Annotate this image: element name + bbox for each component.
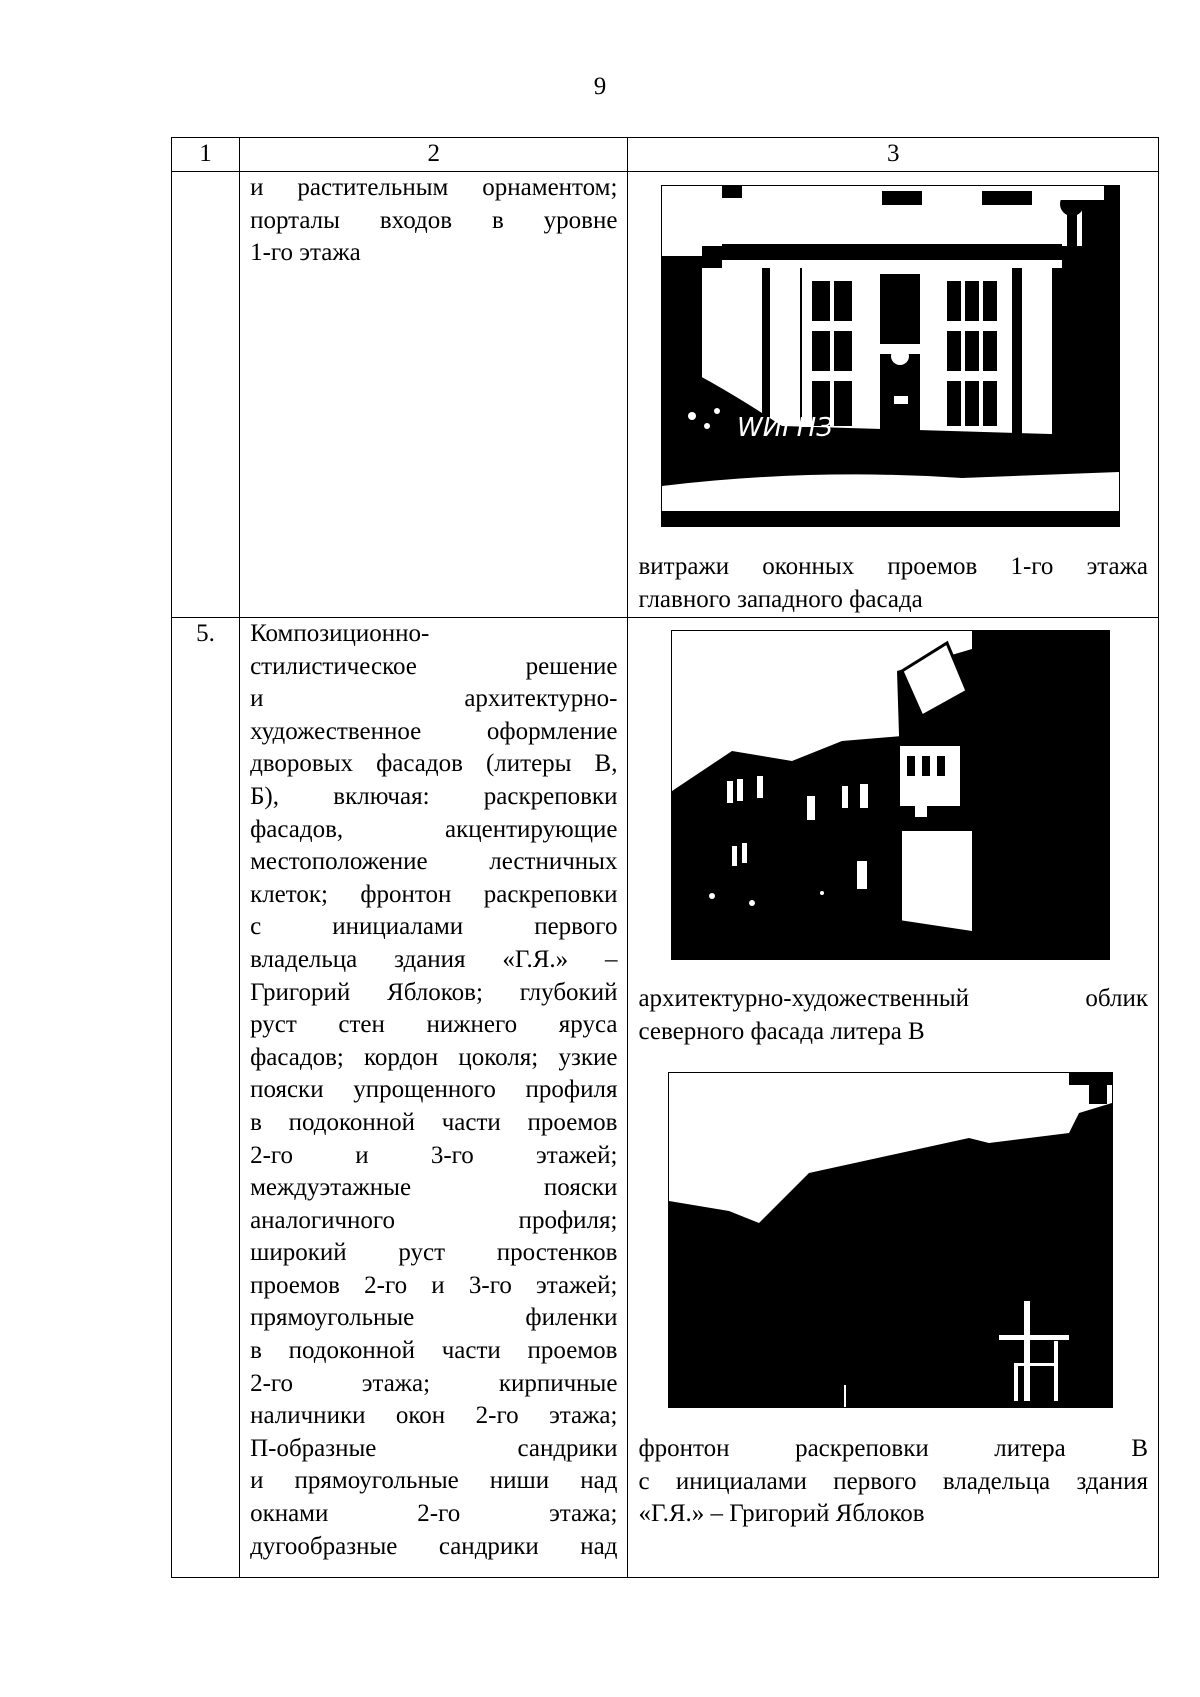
caption-line: северного фасада литера В xyxy=(638,1017,925,1045)
monument-features-table xyxy=(171,137,1159,1578)
caption-line: архитектурно-художественный облик xyxy=(638,985,1148,1012)
description-line: 1-го этажа xyxy=(250,239,361,267)
description-line: местоположение лестничных xyxy=(250,848,618,876)
caption-line: витражи оконных проемов 1-го этажа xyxy=(638,553,1148,580)
header-col-1: 1 xyxy=(172,138,240,172)
description-line: Григорий Яблоков; глубокий xyxy=(250,978,618,1006)
photo-north-facade xyxy=(671,630,1110,960)
description-line: клеток; фронтон раскреповки xyxy=(250,880,618,908)
description-line: фасадов, акцентирующие xyxy=(250,815,618,843)
description-line: порталы входов в уровне xyxy=(250,206,618,234)
photo-pediment-graphic xyxy=(669,1073,1112,1407)
caption-line: «Г.Я.» – Григорий Яблоков xyxy=(638,1500,925,1528)
table-row xyxy=(172,618,1159,1578)
description-line: окнами 2-го этажа; xyxy=(250,1500,618,1528)
description-line: дворовых фасадов (литеры В, xyxy=(250,750,618,778)
photo-pediment-initials xyxy=(668,1072,1113,1408)
description-line: широкий руст простенков xyxy=(250,1239,618,1267)
description-line: и архитектурно- xyxy=(250,685,618,713)
caption-line: главного западного фасада xyxy=(638,585,923,613)
photo-facade-graphic xyxy=(662,186,1119,526)
description-line: 2-го и 3-го этажей; xyxy=(250,1141,618,1169)
description-line: пояски упрощенного профиля xyxy=(250,1076,618,1104)
description-line: междуэтажные пояски xyxy=(250,1174,618,1202)
caption-line: фронтон раскреповки литера В xyxy=(638,1435,1148,1463)
description-line: владельца здания «Г.Я.» – xyxy=(250,945,618,973)
description-line: в подоконной части проемов xyxy=(250,1337,618,1365)
description-line: Б), включая: раскреповки xyxy=(250,782,618,810)
description-line: аналогичного профиля; xyxy=(250,1206,618,1234)
row-number: 5. xyxy=(172,618,240,1578)
description-line: наличники окон 2-го этажа; xyxy=(250,1402,618,1430)
description-line: фасадов; кордон цоколя; узкие xyxy=(250,1043,618,1071)
table-row xyxy=(172,172,1159,618)
table-header-row xyxy=(172,138,1159,172)
description-line: П-образные сандрики xyxy=(250,1434,618,1462)
row-description xyxy=(240,172,628,618)
photo-stained-glass-windows xyxy=(661,185,1120,527)
row-illustrations xyxy=(628,172,1159,618)
page-number: 9 xyxy=(593,73,607,100)
description-line: проемов 2-го и 3-го этажей; xyxy=(250,1271,618,1299)
description-line: прямоугольные филенки xyxy=(250,1304,618,1332)
description-line: в подоконной части проемов xyxy=(250,1108,618,1136)
row-illustrations xyxy=(628,618,1159,1578)
header-col-2: 2 xyxy=(240,138,628,172)
description-line: стилистическое решение xyxy=(250,652,618,680)
description-line: Композиционно- xyxy=(250,620,430,647)
description-line: художественное оформление xyxy=(250,717,618,745)
description-line: руст стен нижнего яруса xyxy=(250,1011,618,1039)
description-line: 2-го этажа; кирпичные xyxy=(250,1369,618,1397)
description-line: и растительным орнаментом; xyxy=(250,174,618,201)
row-number xyxy=(172,172,240,618)
photo-courtyard-graphic xyxy=(672,631,1109,959)
row-description xyxy=(240,618,628,1578)
caption-line: с инициалами первого владельца здания xyxy=(638,1467,1148,1495)
description-line: и прямоугольные ниши над xyxy=(250,1467,618,1495)
description-line: с инициалами первого xyxy=(250,913,618,941)
description-line: дугообразные сандрики над xyxy=(250,1532,618,1560)
header-col-3: 3 xyxy=(628,138,1159,172)
photo-graffiti: WИГНЗ xyxy=(737,413,834,443)
